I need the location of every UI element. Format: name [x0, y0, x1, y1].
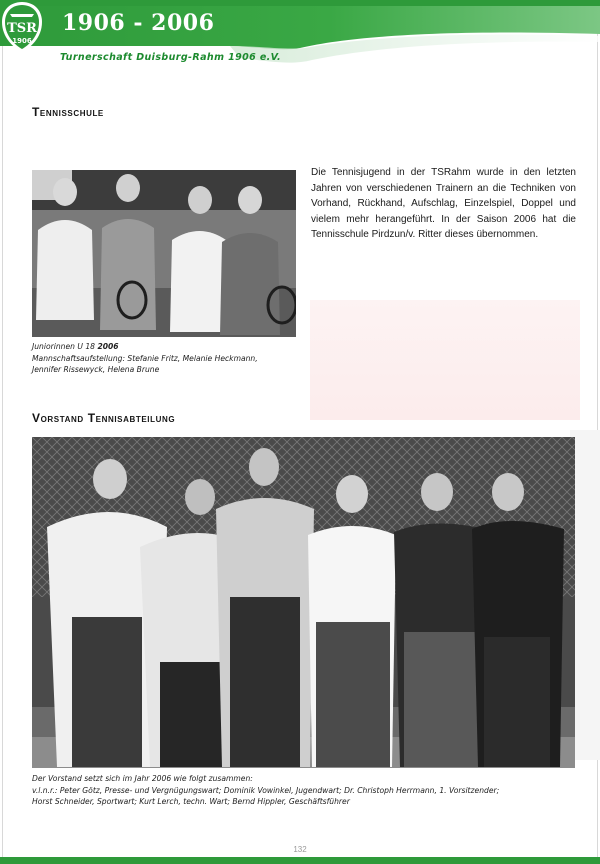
board-photo-image: [32, 437, 575, 768]
team-photo-image: [32, 170, 296, 337]
footer-bar: [0, 857, 600, 864]
svg-text:TSR: TSR: [7, 21, 37, 36]
intro-paragraph: Die Tennisjugend in der TSRahm wurde in den letzten Jahren von verschiedenen Trainern an die Techniken von Vorhand, Rückhand, Aufschlag, Einzelspiel, Doppel und vielem mehr herangeführt. In der Saison 2006 hat die Tennisschule Pirdzun/v. Ritter dieses übernommen.: [311, 167, 576, 241]
page-header: [0, 0, 600, 68]
club-logo-icon: [0, 0, 44, 54]
club-name: Turnerschaft Duisburg-Rahm 1906 e.V.: [60, 52, 281, 63]
photo-caption-juniorinnen: [32, 341, 298, 376]
photo-vorstand: [32, 437, 575, 768]
caption-intro: Der Vorstand setzt sich im Jahr 2006 wie folgt zusammen:: [32, 774, 253, 783]
caption-team-label: Juniorinnen U 18: [32, 342, 98, 351]
caption-members-continued: Horst Schneider, Sportwart; Kurt Lerch, techn. Wart; Bernd Hippler, Geschäftsführer: [32, 797, 350, 806]
photo-caption-vorstand: [32, 773, 577, 808]
caption-year: 2006: [97, 342, 119, 351]
page-number: 132: [293, 845, 307, 854]
anniversary-years: 1906 - 2006: [62, 10, 215, 36]
section-title-vorstand: Vorstand Tennisabteilung: [32, 411, 176, 425]
caption-lineup: Mannschaftsaufstellung: Stefanie Fritz, Melanie Heckmann,: [32, 353, 258, 363]
photo-juniorinnen: [32, 170, 296, 337]
caption-lineup-continued: Jennifer Rissewyck, Helena Brune: [32, 365, 160, 374]
svg-text:1906: 1906: [12, 37, 32, 45]
section-title-tennisschule: Tennisschule: [32, 105, 104, 119]
background-tint: [310, 300, 580, 420]
caption-members: v.l.n.r.: Peter Götz, Presse- und Vergnügungswart; Dominik Vowinkel, Jugendwart; Dr. Christoph Herrmann, 1. Vorsitzender;: [32, 785, 500, 795]
